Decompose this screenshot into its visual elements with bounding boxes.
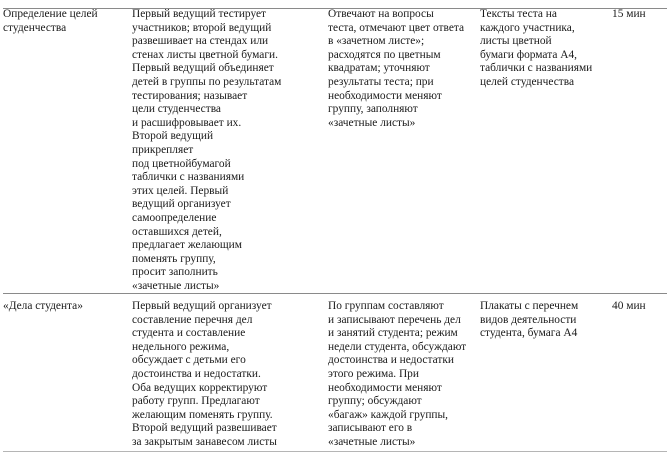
text-line: Первый ведущий организует	[132, 300, 272, 312]
time-cell	[612, 8, 667, 22]
text-line: студента и составление	[132, 327, 246, 340]
text-line: самоопределение	[132, 211, 217, 224]
text-line: участников; второй ведущий	[132, 21, 272, 34]
text-line: обсуждает с детьми его	[132, 354, 246, 367]
text-line: Тексты теста на	[480, 8, 557, 20]
text-line: таблички с названиями	[480, 62, 593, 75]
text-line: студента, бумага А4	[480, 327, 578, 340]
text-line: тестирования; называет	[132, 89, 248, 102]
text-line: недели студента, обсуждают	[328, 340, 467, 353]
text-line: этих целей. Первый	[132, 184, 229, 197]
text-line: предлагает желающим	[132, 239, 242, 252]
text-line: работу групп. Предлагают	[132, 395, 260, 408]
text-line: недельного режима,	[132, 340, 230, 353]
page-bottom-edge	[3, 451, 667, 452]
table-row	[3, 8, 667, 292]
text-line: Оба ведущих корректируют	[132, 381, 268, 394]
text-line: прикрепляет	[132, 143, 194, 156]
text-line: расходятся по цветным	[328, 48, 441, 61]
text-line: оставшихся детей,	[132, 225, 222, 238]
text-line: составление перечня дел	[132, 313, 253, 326]
text-line: стенах листы цветной бумаги.	[132, 48, 278, 61]
text-line: целей студенчества	[480, 75, 575, 88]
text-line: просит заполнить	[132, 266, 218, 279]
participant-actions-cell	[328, 8, 478, 130]
text-line: По группам составляют	[328, 300, 444, 312]
text-line: и расшифровывает их.	[132, 116, 242, 129]
text-line: развешивает на стендах или	[132, 35, 269, 48]
text-line: Плакаты с перечнем	[480, 300, 579, 312]
text-line: «зачетные листы»	[328, 435, 416, 448]
text-line: записывают его в	[328, 422, 413, 435]
text-line: под цветнойбумагой	[132, 157, 231, 170]
table-row	[3, 300, 667, 454]
text-line: студенчества	[3, 21, 67, 34]
text-line: Определение целей	[3, 8, 98, 20]
text-line: ведущий организует	[132, 198, 231, 211]
text-line: таблички с названиями	[132, 171, 245, 184]
text-line: за закрытым занавесом листы	[132, 435, 277, 448]
text-line: достоинства и недостатки	[328, 354, 454, 367]
text-line: и занятий студента; режим	[328, 327, 458, 340]
host-actions-cell	[132, 8, 322, 293]
text-line: в «зачетном листе»;	[328, 35, 425, 48]
text-line: «Дела студента»	[3, 300, 83, 312]
text-line: Отвечают на вопросы	[328, 8, 434, 20]
text-line: результаты теста; при	[328, 75, 434, 88]
text-line: квадратам; уточняют	[328, 62, 430, 75]
text-line: видов деятельности	[480, 313, 577, 326]
text-line: цели студенчества	[132, 103, 221, 116]
text-line: поменять группу,	[132, 252, 216, 265]
stage-cell	[3, 300, 127, 314]
materials-cell	[480, 300, 610, 341]
text-line: и записывают перечень дел	[328, 313, 461, 326]
host-actions-cell	[132, 300, 322, 450]
text-line: группу, заполняют	[328, 103, 418, 116]
row-divider	[3, 293, 667, 294]
text-line: этого режима. При	[328, 367, 419, 380]
text-line: теста, отмечают цвет ответа	[328, 21, 465, 34]
stage-cell	[3, 8, 127, 35]
text-line: желающим поменять группу.	[132, 408, 273, 421]
text-line: листы цветной	[480, 35, 552, 48]
text-line: необходимости меняют	[328, 89, 442, 102]
time-cell	[612, 300, 667, 314]
text-line: детей в группы по результатам	[132, 75, 282, 88]
text-line: «зачетные листы»	[132, 279, 220, 292]
text-line: Первый ведущий тестирует	[132, 8, 267, 20]
text-line: Второй ведущий	[132, 130, 214, 143]
text-line: «багаж» каждой группы,	[328, 408, 449, 421]
text-line: бумаги формата А4,	[480, 48, 577, 61]
text-line: «зачетные листы»	[328, 116, 416, 129]
text-line: Первый ведущий объединяет	[132, 62, 274, 75]
text-line: Второй ведущий развешивает	[132, 422, 277, 435]
text-line: необходимости меняют	[328, 381, 442, 394]
materials-cell	[480, 8, 610, 90]
text-line: 15 мин	[612, 8, 646, 20]
text-line: 40 мин	[612, 300, 646, 312]
text-line: группу; обсуждают	[328, 395, 422, 408]
text-line: каждого участника,	[480, 21, 575, 34]
text-line: достоинства и недостатки.	[132, 367, 261, 380]
participant-actions-cell	[328, 300, 478, 450]
